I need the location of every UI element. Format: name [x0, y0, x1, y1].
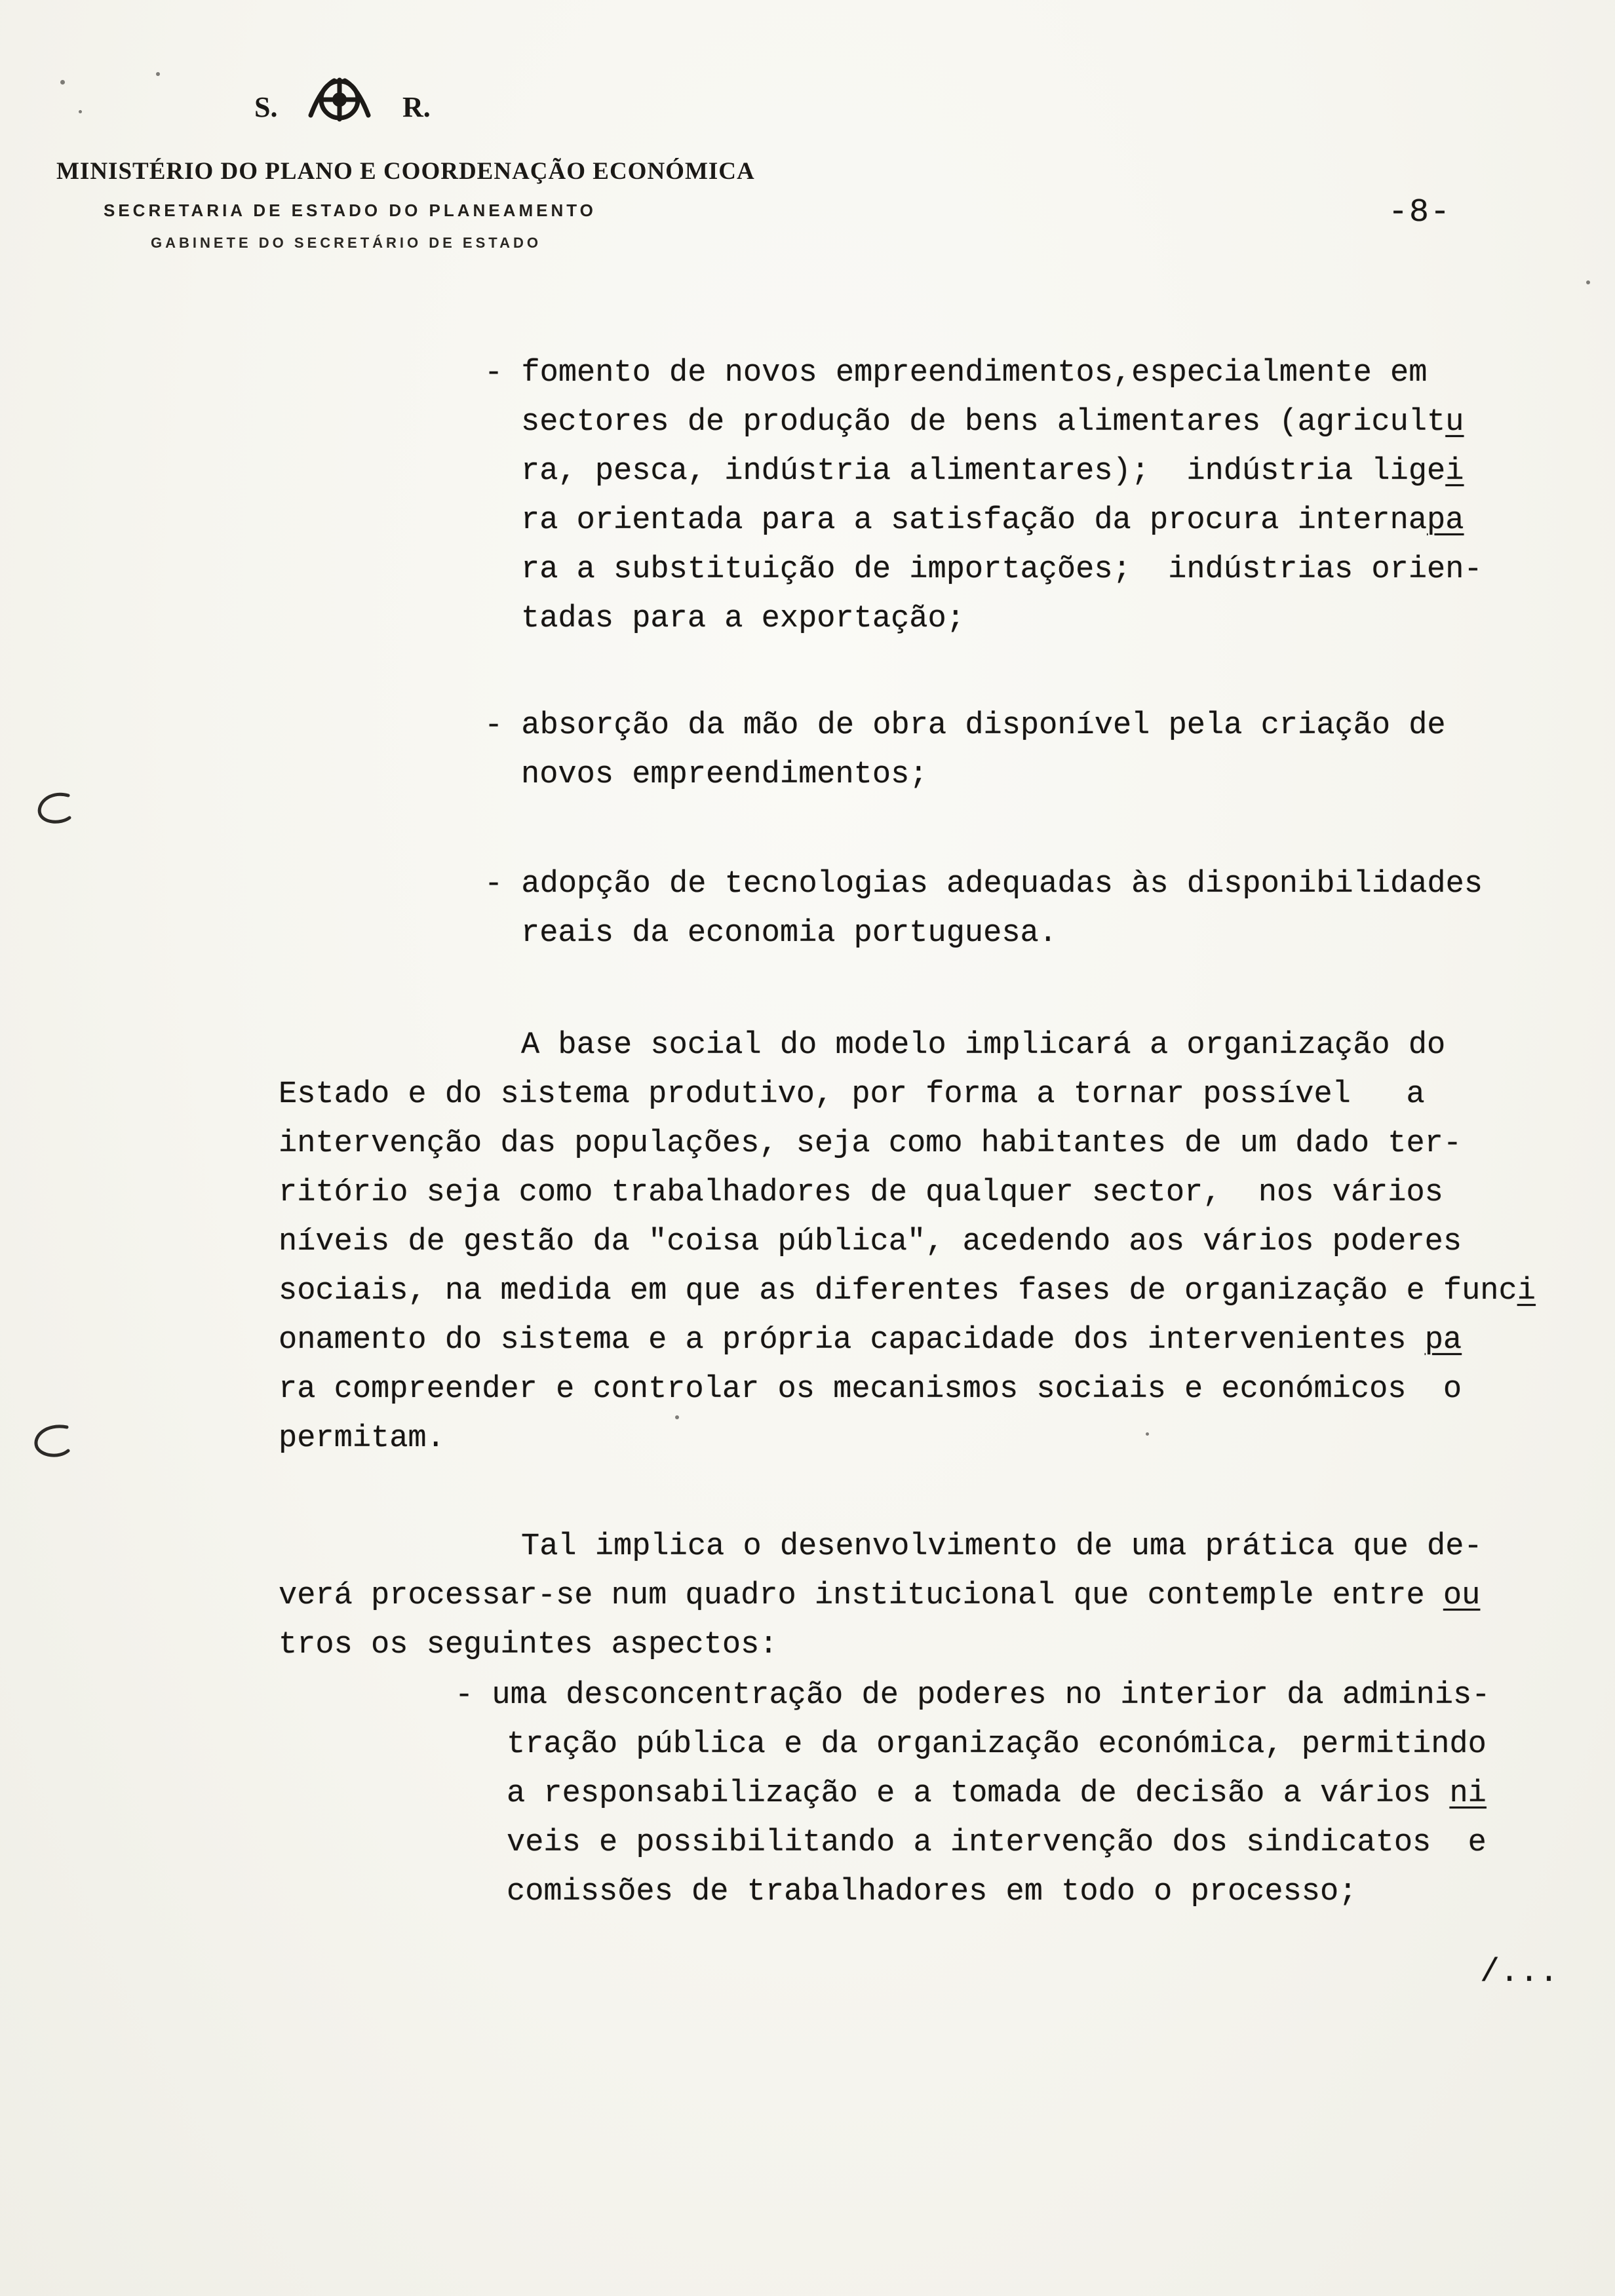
- scan-speck: [156, 72, 160, 76]
- continuation-mark: /...: [1480, 1954, 1559, 1991]
- paragraph-base-social: [279, 1021, 1580, 1463]
- scan-speck: [1146, 1432, 1149, 1436]
- text-line: ritório seja como trabalhadores de qualquer sector, nos vários: [279, 1176, 1443, 1210]
- text-line: - fomento de novos empreendimentos,especialmente em: [484, 356, 1428, 391]
- text-line: - absorção da mão de obra disponível pela criação de: [484, 708, 1446, 743]
- text-line: ra a substituição de importações; indústrias orien-: [521, 552, 1483, 587]
- text-line: a responsabilização e a tomada de decisão a vários ni: [507, 1776, 1487, 1811]
- scan-speck: [79, 110, 82, 113]
- text-line: ra, pesca, indústria alimentares); indústria ligei: [521, 454, 1464, 489]
- text-line: comissões de trabalhadores em todo o processo;: [507, 1875, 1357, 1909]
- text-line: sociais, na medida em que as diferentes fases de organização e funci: [279, 1274, 1536, 1309]
- text-line: ra orientada para a satisfação da procura internapa: [521, 503, 1464, 538]
- bullet-fomento: [279, 349, 1580, 643]
- handwritten-margin-mark: [31, 790, 79, 832]
- text-line: tadas para a exportação;: [521, 602, 965, 636]
- text-line: sectores de produção de bens alimentares (agricultu: [521, 405, 1464, 440]
- text-line: verá processar-se num quadro institucional que contemple entre ou: [279, 1578, 1481, 1613]
- office-name: GABINETE DO SECRETÁRIO DE ESTADO: [151, 235, 541, 251]
- text-line: permitam.: [279, 1421, 445, 1456]
- bullet-absorcao: [279, 701, 1580, 799]
- text-line: Estado e do sistema produtivo, por forma a tornar possível a: [279, 1077, 1425, 1112]
- letterhead-initial-s: S.: [254, 91, 278, 123]
- text-line: tros os seguintes aspectos:: [279, 1628, 778, 1662]
- letterhead-initial-r: R.: [402, 91, 431, 123]
- text-line: novos empreendimentos;: [521, 757, 928, 792]
- text-line: Tal implica o desenvolvimento de uma prática que de-: [521, 1529, 1483, 1564]
- text-line: - uma desconcentração de poderes no interior da adminis-: [455, 1678, 1490, 1713]
- scan-speck: [60, 80, 65, 85]
- text-line: níveis de gestão da "coisa pública", acedendo aos vários poderes: [279, 1225, 1462, 1259]
- scan-speck: [1586, 280, 1590, 284]
- text-line: - adopção de tecnologias adequadas às disponibilidades: [484, 867, 1483, 902]
- handwritten-margin-mark: [29, 1423, 76, 1464]
- text-line: intervenção das populações, seja como habitantes de um dado ter-: [279, 1126, 1462, 1161]
- bullet-adopcao: [279, 860, 1580, 958]
- secretariat-name: SECRETARIA DE ESTADO DO PLANEAMENTO: [104, 201, 596, 220]
- page-number: -8-: [1388, 194, 1452, 231]
- national-emblem-icon: [303, 69, 376, 133]
- text-line: A base social do modelo implicará a organização do: [521, 1028, 1446, 1063]
- text-line: tração pública e da organização económica, permitindo: [507, 1727, 1487, 1762]
- ministry-name: MINISTÉRIO DO PLANO E COORDENAÇÃO ECONÓMICA: [56, 158, 755, 185]
- bullet-desconcentracao: [279, 1671, 1580, 1917]
- text-line: ra compreender e controlar os mecanismos sociais e económicos o: [279, 1372, 1462, 1407]
- text-line: veis e possibilitando a intervenção dos sindicatos e: [507, 1826, 1487, 1860]
- text-line: reais da economia portuguesa.: [521, 916, 1057, 951]
- scan-speck: [675, 1415, 679, 1419]
- text-line: onamento do sistema e a própria capacidade dos intervenientes pa: [279, 1323, 1462, 1358]
- paragraph-tal-implica: [279, 1522, 1580, 1670]
- document-body: [279, 349, 1580, 1917]
